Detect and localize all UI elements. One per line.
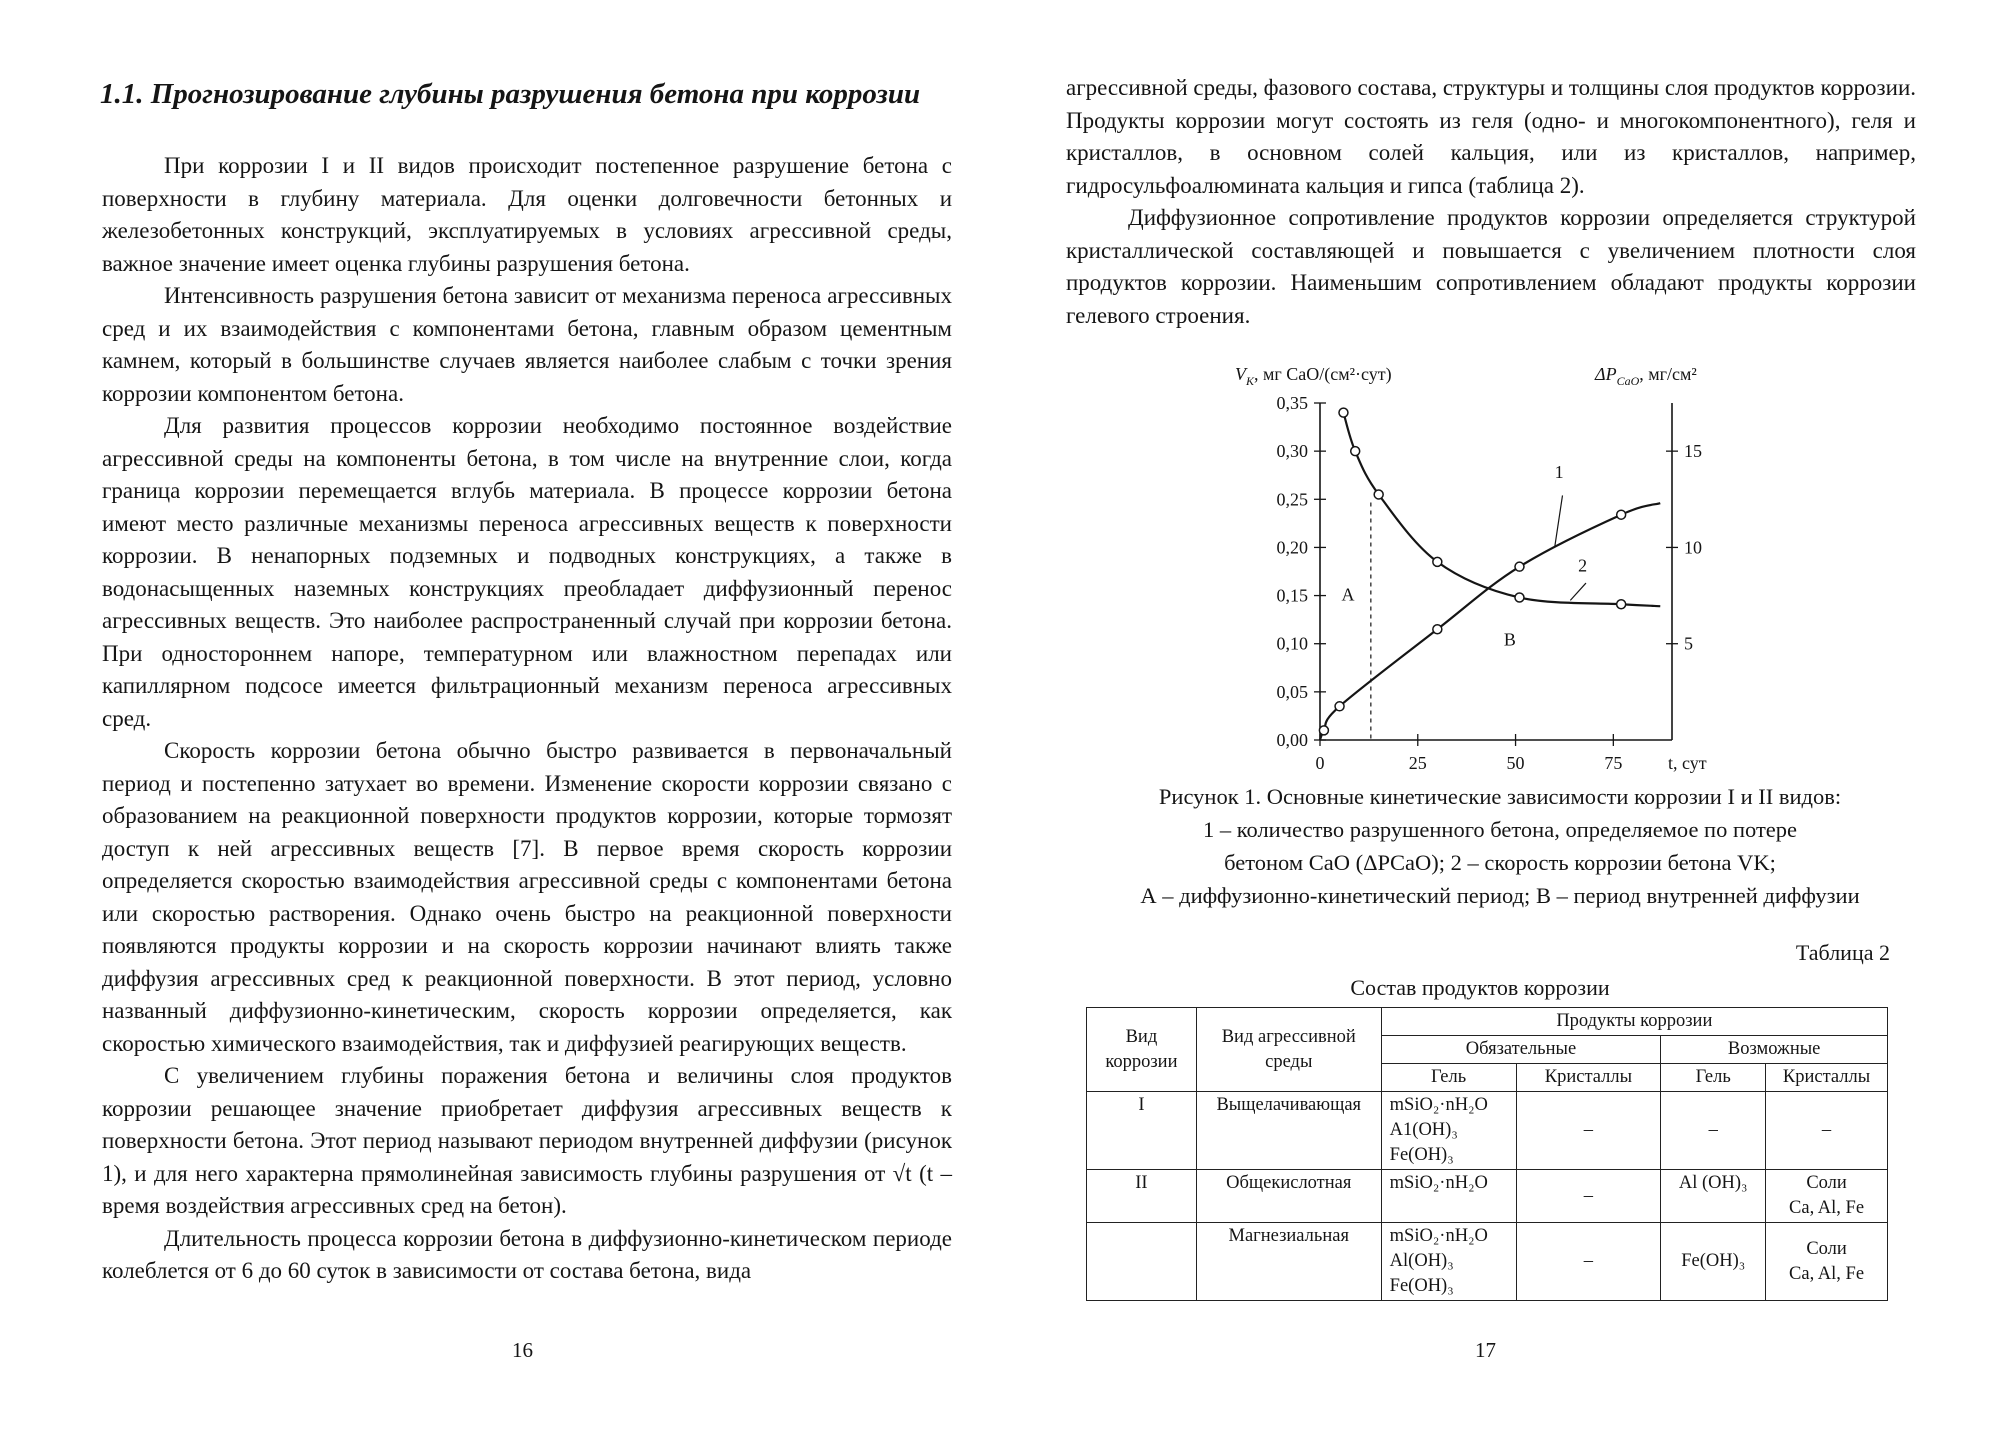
series-2-label: 2 bbox=[1578, 555, 1588, 576]
cell-required-gel bbox=[1381, 1170, 1516, 1223]
section-heading: 1.1. Прогнозирование глубины разрушения бетона при коррозии bbox=[100, 78, 921, 110]
x-axis-label: t, сут bbox=[1668, 753, 1707, 773]
paragraph: Для развития процессов коррозии необходимо постоянное воздействие агрессивной среды на компоненты бетона, в том числе на внутренние слои, когда граница коррозии перемещается вглубь материала. В процессе коррозии бетона имеют место различные механизмы переноса агрессивных веществ к поверхности коррозии. В ненапорных подземных и подводных конструкциях, а также в водонасыщенных наземных конструкциях преобладает диффузионный перенос агрессивных веществ. Это наиболее распространенный случай при коррозии бетона. При одностороннем напоре, температурном или влажностном перепадах или капиллярном подсосе имеется фильтрационный механизм переноса агрессивных сред. bbox=[102, 413, 952, 731]
region-b-label: В bbox=[1503, 629, 1516, 650]
paragraph: Скорость коррозии бетона обычно быстро развивается в первоначальный период и постепенно затухает во времени. Изменение скорости коррозии связано с образованием на реакционной поверхности продуктов коррозии, которые тормозят доступ к ней агрессивных веществ [7]. В первое время скорость коррозии определяется скоростью взаимодействия агрессивной среды с компонентами бетона или скоростью растворения. Однако очень быстро на реакционной поверхности появляются продукты коррозии и на скорость коррозии начинают влиять также диффузия агрессивных сред к реакционной поверхности. В этот период, условно названный диффузионно-кинетическим, скорость коррозии определяется, как скоростью химического взаимодействия, так и диффузией реагирующих веществ. bbox=[102, 738, 952, 1056]
paragraph: Интенсивность разрушения бетона зависит от механизма переноса агрессивных сред и их взаимодействия с компонентами бетона, главным образом цементным камнем, который в большинстве случаев является наиболее слабым с точки зрения коррозии компонентом бетона. bbox=[102, 283, 952, 406]
cell-sreda: Выщелачивающая bbox=[1196, 1092, 1381, 1170]
ticks bbox=[1277, 393, 1703, 773]
left-page bbox=[0, 0, 990, 1429]
cell-required-gel bbox=[1381, 1092, 1516, 1170]
series-1-point bbox=[1617, 510, 1626, 519]
y-left-tick-label: 0,10 bbox=[1276, 633, 1308, 654]
axes bbox=[1320, 403, 1672, 740]
right-page bbox=[1000, 0, 2000, 1429]
series-1-point bbox=[1515, 562, 1524, 571]
cell-sreda: Магнезиальная bbox=[1196, 1223, 1381, 1301]
cell-possible-gel: Al (OH)₃ bbox=[1661, 1170, 1766, 1223]
cell-required-crystals: – bbox=[1516, 1170, 1661, 1223]
header-possible: Возможные bbox=[1661, 1036, 1888, 1064]
chem-line: Al(OH)₃ bbox=[1389, 1251, 1454, 1271]
chem-line: mSiO₂·nH₂O bbox=[1389, 1095, 1488, 1115]
page-number-left: 16 bbox=[512, 1338, 533, 1362]
y-left-tick-label: 0,25 bbox=[1276, 489, 1308, 510]
caption-line: Рисунок 1. Основные кинетические зависимости коррозии I и II видов: bbox=[1158, 784, 1842, 809]
cell-possible-crystals bbox=[1766, 1223, 1888, 1301]
salt-line: Ca, Al, Fe bbox=[1789, 1263, 1865, 1284]
page-number-right: 17 bbox=[1475, 1338, 1496, 1362]
series-1-label: 1 bbox=[1554, 462, 1564, 483]
header-required: Обязательные bbox=[1381, 1036, 1661, 1064]
table-row bbox=[1087, 1223, 1888, 1301]
series-1-point bbox=[1433, 625, 1442, 634]
region-a-label: А bbox=[1341, 584, 1355, 605]
y-left-tick-label: 0,20 bbox=[1276, 537, 1308, 558]
cell-possible-gel: – bbox=[1661, 1092, 1766, 1170]
kinetics-chart bbox=[1000, 360, 2000, 780]
series-2-line bbox=[1343, 413, 1660, 607]
series-2-leader bbox=[1570, 583, 1586, 600]
cell-required-crystals: – bbox=[1516, 1092, 1661, 1170]
header-crystals: Кристаллы bbox=[1516, 1064, 1661, 1092]
salt-line: Соли bbox=[1806, 1238, 1847, 1259]
chem-line: Fe(OH)₃ bbox=[1389, 1276, 1454, 1296]
cell-possible-crystals bbox=[1766, 1170, 1888, 1223]
table-label: Таблица 2 bbox=[1795, 940, 1890, 965]
series-1-point bbox=[1319, 726, 1328, 735]
series-2-point bbox=[1339, 408, 1348, 417]
left-body-text bbox=[102, 150, 952, 1288]
header-sreda: Вид агрессивной среды bbox=[1196, 1008, 1381, 1092]
curves bbox=[1320, 413, 1660, 740]
paragraph: Диффузионное сопротивление продуктов коррозии определяется структурой кристаллической составляющей и повышается с увеличением плотности слоя продуктов коррозии. Наименьшим сопротивлением обладают продукты коррозии гелевого строения. bbox=[1066, 205, 1916, 328]
cell-vid: II bbox=[1087, 1170, 1197, 1223]
caption-line: 1 – количество разрушенного бетона, определяемое по потере bbox=[1202, 817, 1798, 842]
corrosion-products-table bbox=[1086, 1007, 1888, 1301]
x-tick-label: 0 bbox=[1315, 753, 1325, 773]
series-2-point bbox=[1433, 557, 1442, 566]
chem-line: Fe(OH)₃ bbox=[1389, 1145, 1454, 1165]
caption-line: А – диффузионно-кинетический период; В – период внутренней диффузии bbox=[1140, 883, 1860, 908]
header-gel: Гель bbox=[1661, 1064, 1766, 1092]
y-right-tick-label: 15 bbox=[1684, 441, 1702, 462]
y-right-axis-label: $\Delta P_{CaO}$, мг/см² bbox=[1595, 364, 1697, 388]
series-2-point bbox=[1351, 447, 1360, 456]
y-left-axis-label: $V_K$, мг CaO/(см²·сут) bbox=[1235, 364, 1392, 388]
y-left-tick-label: 0,05 bbox=[1276, 681, 1308, 702]
right-body-text bbox=[1066, 72, 1916, 332]
x-tick-label: 25 bbox=[1408, 753, 1427, 773]
series-2-point bbox=[1374, 490, 1383, 499]
y-left-tick-label: 0,15 bbox=[1276, 585, 1308, 606]
series-2-point bbox=[1515, 593, 1524, 602]
cell-possible-gel: Fe(OH)₃ bbox=[1661, 1223, 1766, 1301]
y-right-tick-label: 5 bbox=[1684, 633, 1693, 654]
table-title: Состав продуктов коррозии bbox=[1350, 975, 1610, 1000]
chem-line: A1(OH)₃ bbox=[1389, 1120, 1458, 1140]
x-tick-label: 75 bbox=[1604, 753, 1623, 773]
salt-line: Соли bbox=[1806, 1173, 1847, 1193]
table-row bbox=[1087, 1170, 1888, 1223]
header-gel: Гель bbox=[1381, 1064, 1516, 1092]
paragraph: С увеличением глубины поражения бетона и величины слоя продуктов коррозии решающее значение приобретает диффузия агрессивных веществ к поверхности бетона. Этот период называют периодом внутренней диффузии (рисунок 1), и для него характерна прямолинейная зависимость глубины разрушения от √t (t – время воздействия агрессивных сред на бетон). bbox=[102, 1063, 952, 1218]
y-left-tick-label: 0,35 bbox=[1276, 393, 1308, 413]
header-vid: Вид коррозии bbox=[1087, 1008, 1197, 1092]
y-right-tick-label: 10 bbox=[1684, 537, 1702, 558]
caption-line: бетоном CaO (ΔPCaO); 2 – скорость коррозии бетона VK; bbox=[1224, 850, 1776, 875]
series-1-leader bbox=[1555, 495, 1563, 547]
cell-sreda: Общекислотная bbox=[1196, 1170, 1381, 1223]
series-1-point bbox=[1335, 702, 1344, 711]
chem-line: mSiO₂·nH₂O bbox=[1389, 1173, 1488, 1193]
chem-line: mSiO₂·nH₂O bbox=[1389, 1226, 1488, 1246]
paragraph: Длительность процесса коррозии бетона в диффузионно-кинетическом периоде колеблется от 6 до 60 суток в зависимости от состава бетона, вида bbox=[102, 1225, 952, 1283]
paragraph: При коррозии I и II видов происходит постепенное разрушение бетона с поверхности в глубину материала. Для оценки долговечности бетонных и железобетонных конструкций, эксплуатируемых в условиях агрессивной среды, важное значение имеет оценка глубины разрушения бетона. bbox=[102, 153, 952, 276]
cell-required-gel bbox=[1381, 1223, 1516, 1301]
header-crystals: Кристаллы bbox=[1766, 1064, 1888, 1092]
figure-caption bbox=[1070, 780, 1930, 912]
y-left-tick-label: 0,00 bbox=[1276, 730, 1308, 750]
x-tick-label: 50 bbox=[1506, 753, 1525, 773]
cell-vid bbox=[1087, 1223, 1197, 1301]
table-row bbox=[1087, 1092, 1888, 1170]
series-2-point bbox=[1617, 600, 1626, 609]
cell-vid: I bbox=[1087, 1092, 1197, 1170]
salt-line: Ca, Al, Fe bbox=[1789, 1198, 1865, 1218]
cell-possible-crystals: – bbox=[1766, 1092, 1888, 1170]
cell-required-crystals: – bbox=[1516, 1223, 1661, 1301]
paragraph: агрессивной среды, фазового состава, структуры и толщины слоя продуктов коррозии. Продукты коррозии могут состоять из геля (одно- и многокомпонентного), геля и кристаллов, в основном солей кальция, или из кристаллов, например, гидросульфоалюмината кальция и гипса (таблица 2). bbox=[1066, 75, 1917, 198]
header-products: Продукты коррозии bbox=[1381, 1008, 1887, 1036]
y-left-tick-label: 0,30 bbox=[1276, 441, 1308, 462]
